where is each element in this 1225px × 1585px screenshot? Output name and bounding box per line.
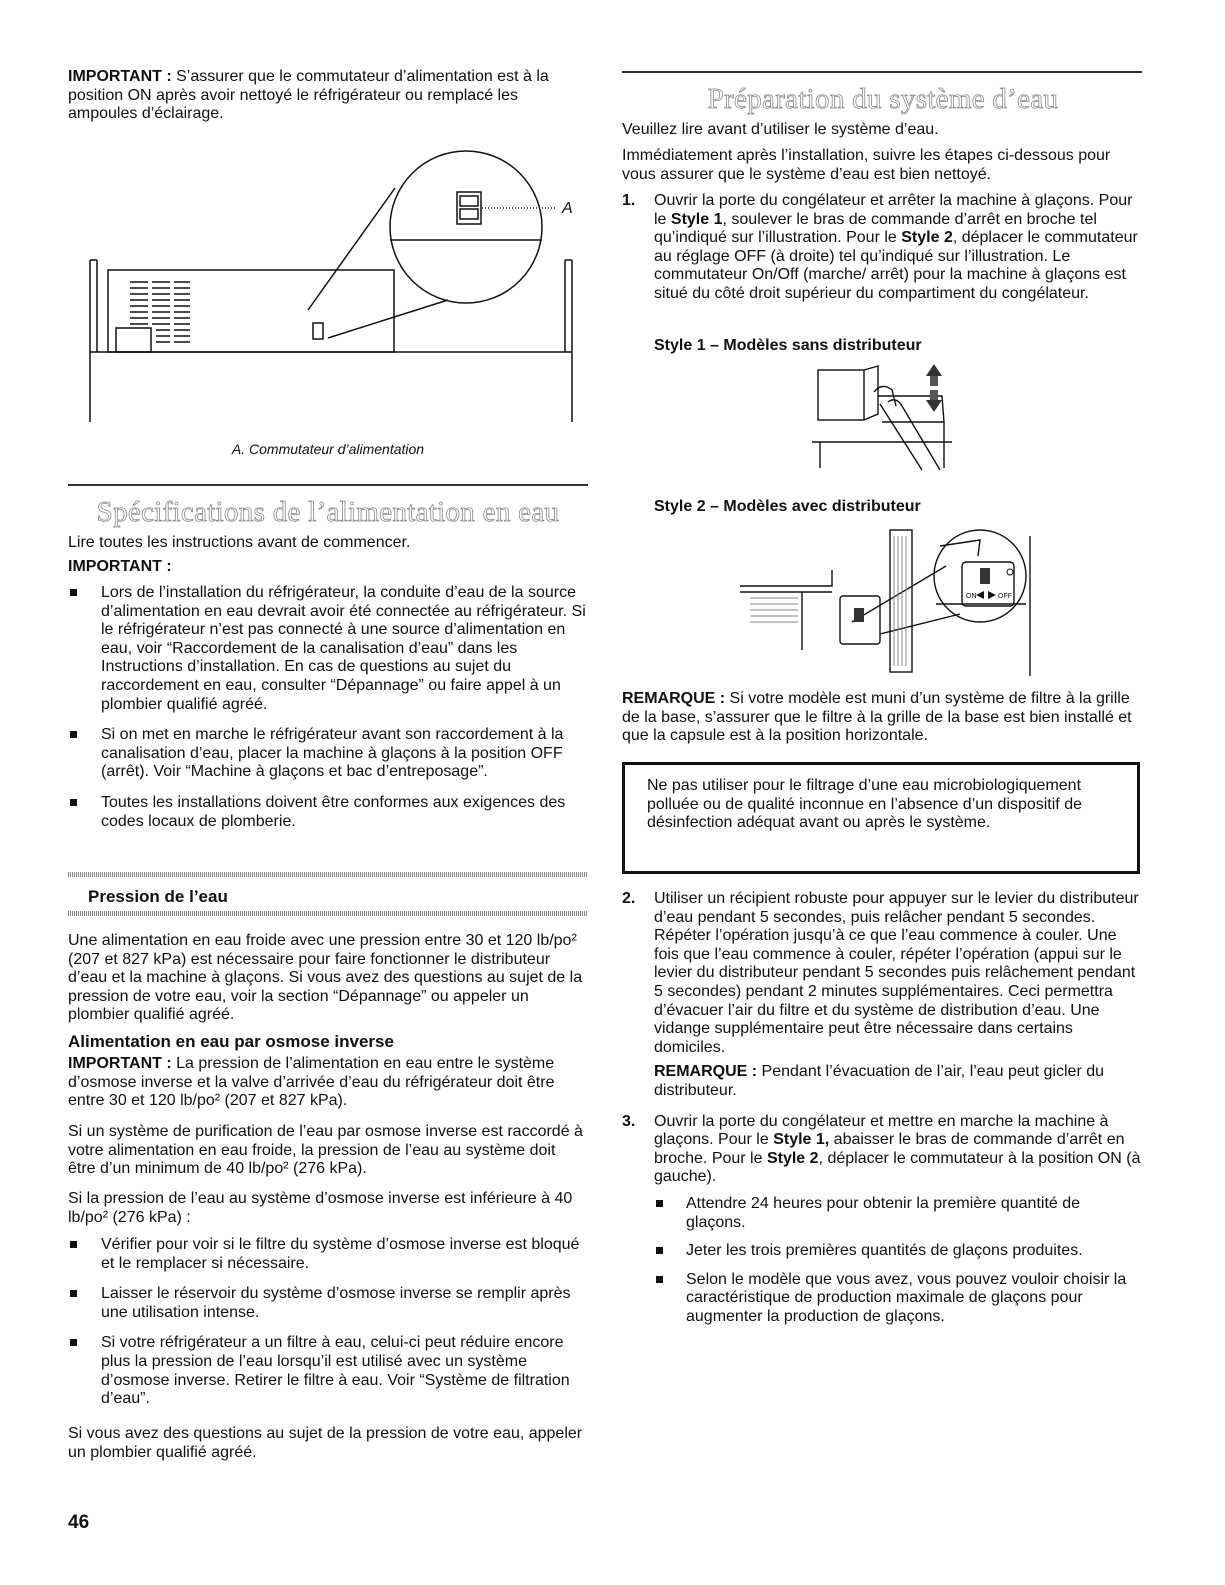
step-number: 1. (622, 192, 636, 209)
step1-text-c: , soulever le bras de commande d’arrêt en broche tel qu’indiqué sur l’illustration. Pour le (654, 210, 1097, 247)
step1-text-a: Ouvrir la porte du congélateur et arrêter la machine à glaçons. Pour le (654, 192, 1133, 228)
list-item: Laisser le réservoir du système d’osmose inverse se remplir après une utilisation intense. (68, 1285, 588, 1322)
important-note (68, 68, 588, 124)
page-number: 46 (68, 1512, 90, 1533)
step-number: 2. (622, 890, 636, 907)
step3-style1: Style 1, (773, 1131, 830, 1149)
step2-remarque-text: Pendant l’évacuation de l’air, l’eau peut gicler du distributeur. (654, 1063, 1105, 1099)
list-item: Si votre réfrigérateur a un filtre à eau, celui-ci peut réduire encore plus la pression de l’eau lorsqu’il est utilisé avec un système d’osmose inverse. Retirer le filtre à eau. Voir “Système de filtration d’eau”. (68, 1334, 588, 1408)
requirements-list (68, 584, 588, 831)
list-item: Lors de l’installation du réfrigérateur, la conduite d’eau de la source d’alimentation en eau devrait avoir été connectée au réfrigérateur. Si le réfrigérateur n’est pas connecté à une source d’alimentation en eau, voir “Raccordement de la canalisation d’eau” dans les Instructions d’installation. En cas de questions au sujet du raccordement en eau, consulter “Dépannage” ou faire appel à un plombier qualifié agréé. (68, 584, 588, 714)
remarque-filter (622, 690, 1140, 746)
warning-text: Ne pas utiliser pour le filtrage d’une eau microbiologiquement polluée ou de qualité inconnue en l’absence d’un dispositif de désinfection adéquat avant ou après le système. (647, 777, 1082, 832)
ro-list (68, 1236, 588, 1409)
reverse-osmosis-heading: Alimentation en eau par osmose inverse (68, 1032, 394, 1051)
switch-on-label: ON (966, 593, 977, 600)
step-2 (622, 890, 1144, 1101)
water-supply-section-title: Spécifications de l’alimentation en eau (96, 496, 560, 528)
power-switch-illustration (68, 140, 588, 430)
figure-caption: A. Commutateur d’alimentation (231, 441, 425, 457)
important-heading: IMPORTANT : (68, 558, 172, 575)
ro-paragraph-3: Si la pression de l’eau au système d’osmose inverse est inférieure à 40 lb/po² (276 kPa) : (68, 1190, 573, 1226)
ro-important-label: IMPORTANT : (68, 1055, 172, 1072)
read-before-text: Veuillez lire avant d’utiliser le système d’eau. (622, 121, 939, 138)
step1-style1: Style 1 (670, 210, 723, 228)
water-pressure-heading: Pression de l’eau (88, 887, 228, 906)
ro-paragraph-2: Si un système de purification de l’eau par osmose inverse est raccordé à votre alimentation en eau froide, la pression de l’eau au système doit être d’un minimum de 40 lb/po² (276 kPa). (68, 1123, 583, 1178)
step-3 (622, 1113, 1144, 1327)
steps-list-2 (622, 890, 1144, 1326)
warning-box (622, 762, 1140, 874)
hatch-rule-top (68, 872, 588, 877)
step1-text-e: , déplacer le commutateur au réglage OFF (à droite) tel qu’indiqué sur l’illustration. Le commutateur On/Off (marche/ arrêt) pour la machine à glaçons est situé du côté droit supérieur du compartiment du congélateur. (654, 229, 1138, 302)
important-text: S’assurer que le commutateur d’alimentation est à la position ON après avoir nettoyé le réfrigérateur ou remplacé les ampoules d’éclairage. (68, 68, 549, 123)
step3-text-e: , déplacer le commutateur à la position ON (à gauche). (654, 1149, 1141, 1186)
water-pressure-text: Une alimentation en eau froide avec une pression entre 30 et 120 lb/po² (207 et 827 kPa) est nécessaire pour faire fonctionner le distributeur d’eau et la machine à glaçons. Si vous avez des questions au sujet de la pression de votre eau, voir la section “Dépannage” ou appeler un plombier qualifié agréé. (68, 932, 583, 1024)
step2-remarque (654, 1063, 1144, 1100)
intro-text: Lire toutes les instructions avant de commencer. (68, 534, 411, 551)
closing-text: Si vous avez des questions au sujet de la pression de votre eau, appeler un plombier qualifié agréé. (68, 1425, 583, 1461)
list-item: Vérifier pour voir si le filtre du système d’osmose inverse est bloqué et le remplacer si nécessaire. (68, 1236, 588, 1273)
style1-heading: Style 1 – Modèles sans distributeur (654, 337, 922, 354)
step2-text: Utiliser un récipient robuste pour appuyer sur le levier du distributeur d’eau pendant 5 secondes, puis relâcher pendant 5 secondes. Répéter l’opération jusqu’à ce que l’eau commence à couler. Une fois que l’eau commence à couler, répéter l’opération (appui sur le levier du distributeur pendant 5 secondes puis relâchement pendant 5 secondes) pendant 2 minutes supplémentaires. Ceci permettra d’évacuer l’air du filtre et du système de distribution d’eau. Une vidange supplémentaire peut être nécessaire dans certains domiciles. (654, 890, 1139, 1056)
figure-callout-a: A (562, 200, 573, 217)
divider-right-top (622, 71, 1142, 73)
list-item: Attendre 24 heures pour obtenir la première quantité de glaçons. (654, 1195, 1144, 1232)
divider-left-top (68, 484, 588, 486)
style2-illustration (740, 526, 1040, 676)
step3-text-c: abaisser le bras de commande d’arrêt en broche. Pour le (654, 1131, 1125, 1167)
step-number: 3. (622, 1112, 636, 1130)
steps-list-1 (622, 192, 1144, 304)
important-label: IMPORTANT : (68, 68, 172, 85)
step-1 (622, 192, 1144, 304)
remarque-text: Si votre modèle est muni d’un système de filtre à la grille de la base, s’assurer que le filtre à la grille de la base est bien installé et que la capsule est à la position horizontale. (622, 690, 1132, 745)
ro-important (68, 1055, 586, 1111)
step3-text-a: Ouvrir la porte du congélateur et mettre en marche la machine à glaçons. Pour le (654, 1112, 1109, 1149)
switch-off-label: OFF (998, 593, 1012, 600)
water-system-section-title: Préparation du système d’eau (707, 83, 1059, 115)
step2-remarque-label: REMARQUE : (654, 1063, 758, 1081)
step3-list (654, 1195, 1144, 1327)
list-item: Toutes les installations doivent être conformes aux exigences des codes locaux de plomberie. (68, 794, 588, 831)
list-item: Jeter les trois premières quantités de glaçons produites. (654, 1242, 1144, 1261)
hatch-rule-bottom (68, 911, 588, 916)
after-install-text: Immédiatement après l’installation, suivre les étapes ci-dessous pour vous assurer que le système d’eau est bien nettoyé. (622, 147, 1111, 183)
list-item: Si on met en marche le réfrigérateur avant son raccordement à la canalisation d’eau, placer la machine à glaçons à la position OFF (arrêt). Voir “Machine à glaçons et bac d’entreposage”. (68, 726, 588, 782)
list-item: Selon le modèle que vous avez, vous pouvez vouloir choisir la caractéristique de production maximale de glaçons pour augmenter la production de glaçons. (654, 1271, 1144, 1327)
step3-style2: Style 2 (766, 1149, 819, 1167)
step1-style2: Style 2 (901, 229, 953, 247)
remarque-label: REMARQUE : (622, 690, 726, 707)
style2-heading: Style 2 – Modèles avec distributeur (654, 498, 921, 515)
ro-important-text: La pression de l’alimentation en eau entre le système d’osmose inverse et la valve d’arrivée d’eau du réfrigérateur doit être entre 30 et 120 lb/po² (207 et 827 kPa). (68, 1055, 555, 1110)
style1-illustration (812, 362, 952, 472)
